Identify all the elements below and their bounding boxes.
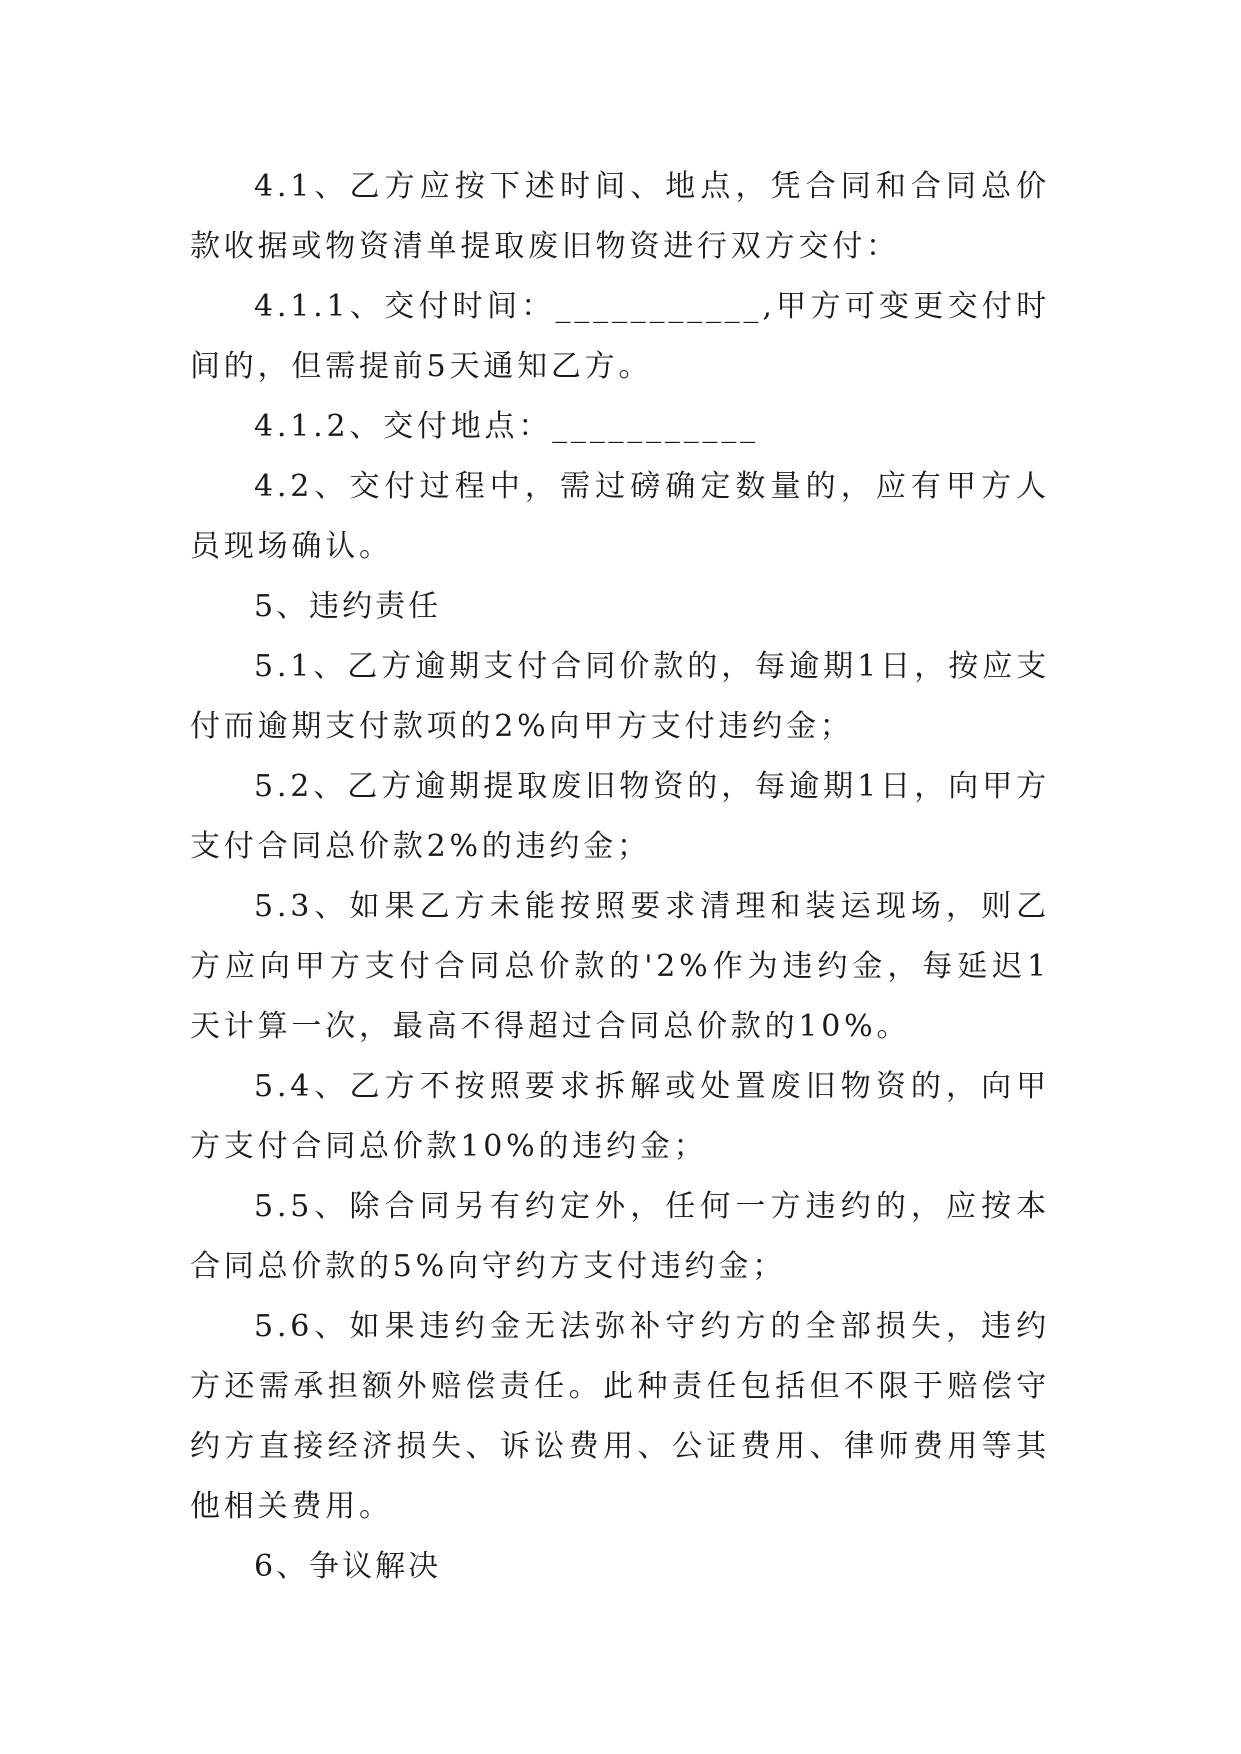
clause-5-3: 5.3、如果乙方未能按照要求清理和装运现场，则乙方应向甲方支付合同总价款的'2%作为违约金，每延迟1天计算一次，最高不得超过合同总价款的10%。 [190,889,1050,1044]
clause-5-1: 5.1、乙方逾期支付合同价款的，每逾期1日，按应支付而逾期支付款项的2%向甲方支付违约金； [190,649,1050,744]
clause-4-1-1: 4.1.1、交付时间：___________,甲方可变更交付时间的，但需提前5天通知乙方。 [190,289,1050,384]
clause-5-2: 5.2、乙方逾期提取废旧物资的，每逾期1日，向甲方支付合同总价款2%的违约金； [190,769,1050,864]
section-5-heading: 5、违约责任 [254,589,442,624]
clause-4-2: 4.2、交付过程中，需过磅确定数量的，应有甲方人员现场确认。 [190,469,1050,564]
clause-4-1: 4.1、乙方应按下述时间、地点，凭合同和合同总价款收据或物资清单提取废旧物资进行双方交付： [190,169,1050,264]
section-6-heading: 6、争议解决 [254,1549,442,1584]
clause-5-5: 5.5、除合同另有约定外，任何一方违约的，应按本合同总价款的5%向守约方支付违约金； [190,1189,1050,1284]
clause-5-4: 5.4、乙方不按照要求拆解或处置废旧物资的，向甲方支付合同总价款10%的违约金； [190,1069,1050,1164]
clause-4-1-2: 4.1.2、交付地点：___________ [254,409,759,444]
document-page [190,157,1050,1597]
clause-5-6: 5.6、如果违约金无法弥补守约方的全部损失，违约方还需承担额外赔偿责任。此种责任包括但不限于赔偿守约方直接经济损失、诉讼费用、公证费用、律师费用等其他相关费用。 [190,1309,1050,1524]
